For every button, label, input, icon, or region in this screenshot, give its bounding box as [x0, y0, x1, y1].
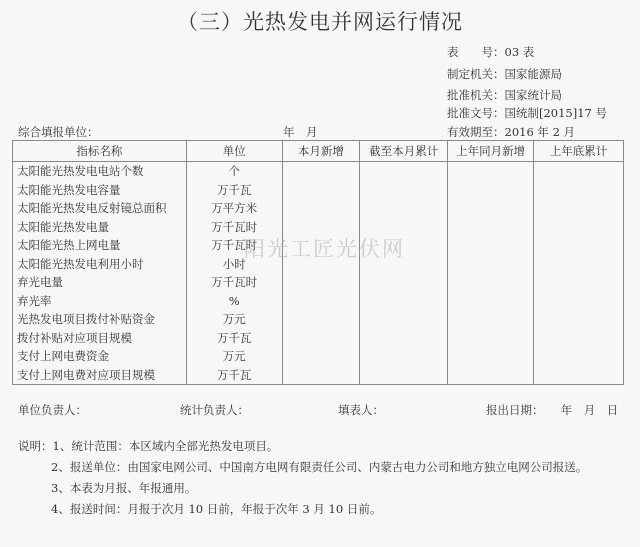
- header-last-year-end-cumulative: 上年底累计: [534, 141, 624, 162]
- indicator-unit: 小时: [186, 255, 282, 274]
- cell-empty: [448, 329, 534, 348]
- indicator-name: 弃光电量: [13, 273, 187, 292]
- stat-head-label: 统计负责人：: [180, 403, 249, 417]
- header-indicator: 指标名称: [13, 141, 187, 162]
- header-last-year-month-new: 上年同月新增: [448, 141, 534, 162]
- indicator-name: 太阳能光热发电利用小时: [13, 255, 187, 274]
- table-row: [13, 347, 624, 366]
- cell-empty: [448, 347, 534, 366]
- note-2: 2、报送单位：由国家电网公司、中国南方电网有限责任公司、内蒙古电力公司和地方独立电网公司报送。: [51, 460, 588, 474]
- note-4: 4、报送时间：月报于次月 10 日前，年报于次年 3 月 10 日前。: [51, 502, 382, 516]
- issuing-authority: 制定机关：国家能源局: [447, 67, 562, 81]
- cell-empty: [282, 199, 360, 218]
- cell-empty: [534, 181, 624, 200]
- indicator-unit: 个: [186, 162, 282, 181]
- indicator-unit: 万千瓦: [186, 329, 282, 348]
- unit-head-label: 单位负责人：: [18, 403, 87, 417]
- table-row: [13, 199, 624, 218]
- indicator-name: 太阳能光热发电容量: [13, 181, 187, 200]
- filler-label: 填表人：: [338, 403, 384, 417]
- cell-empty: [360, 310, 448, 329]
- cell-empty: [448, 310, 534, 329]
- cell-empty: [534, 329, 624, 348]
- table-header-row: [13, 141, 624, 162]
- cell-empty: [360, 181, 448, 200]
- cell-empty: [448, 292, 534, 311]
- table-row: [13, 366, 624, 385]
- header-unit: 单位: [186, 141, 282, 162]
- header-month-new: 本月新增: [282, 141, 360, 162]
- table-row: [13, 162, 624, 181]
- year-month-label: 年 月: [283, 125, 318, 139]
- report-date-label: 报出日期： 年 月 日: [486, 403, 619, 417]
- cell-empty: [448, 162, 534, 181]
- cell-empty: [360, 329, 448, 348]
- watermark: 阳光工匠光伏网: [244, 237, 405, 261]
- reporting-unit-label: 综合填报单位：: [18, 125, 99, 139]
- cell-empty: [360, 162, 448, 181]
- cell-empty: [534, 236, 624, 255]
- cell-empty: [360, 292, 448, 311]
- cell-empty: [448, 199, 534, 218]
- cell-empty: [534, 218, 624, 237]
- cell-empty: [534, 366, 624, 385]
- cell-empty: [360, 366, 448, 385]
- cell-empty: [448, 366, 534, 385]
- indicator-name: 太阳能光热发电电站个数: [13, 162, 187, 181]
- cell-empty: [534, 255, 624, 274]
- table-row: [13, 329, 624, 348]
- cell-empty: [448, 181, 534, 200]
- cell-empty: [448, 255, 534, 274]
- indicator-name: 太阳能光热发电量: [13, 218, 187, 237]
- cell-empty: [534, 347, 624, 366]
- cell-empty: [448, 218, 534, 237]
- cell-empty: [282, 310, 360, 329]
- indicator-unit: 万千瓦时: [186, 236, 282, 255]
- cell-empty: [534, 310, 624, 329]
- indicator-unit: 万千瓦时: [186, 218, 282, 237]
- cell-empty: [448, 236, 534, 255]
- indicator-name: 弃光率: [13, 292, 187, 311]
- indicator-name: 光热发电项目拨付补贴资金: [13, 310, 187, 329]
- indicator-unit: %: [186, 292, 282, 311]
- indicator-unit: 万千瓦: [186, 181, 282, 200]
- table-number: 表 号：03 表: [447, 45, 535, 59]
- page-title: （三）光热发电并网运行情况: [177, 10, 463, 34]
- table-row: [13, 181, 624, 200]
- table-row: [13, 273, 624, 292]
- header-cumulative: 截至本月累计: [360, 141, 448, 162]
- indicator-unit: 万千瓦时: [186, 273, 282, 292]
- indicator-name: 太阳能光热发电反射镜总面积: [13, 199, 187, 218]
- cell-empty: [282, 329, 360, 348]
- cell-empty: [282, 347, 360, 366]
- indicator-name: 支付上网电费对应项目规模: [13, 366, 187, 385]
- table-row: [13, 292, 624, 311]
- approving-authority: 批准机关：国家统计局: [447, 88, 562, 102]
- note-1: 说明：1、统计范围：本区域内全部光热发电项目。: [18, 439, 279, 453]
- cell-empty: [282, 181, 360, 200]
- indicator-unit: 万元: [186, 347, 282, 366]
- cell-empty: [282, 366, 360, 385]
- note-3: 3、本表为月报、年报通用。: [51, 481, 197, 495]
- indicator-unit: 万千瓦: [186, 366, 282, 385]
- notes: [18, 438, 587, 522]
- indicator-name: 太阳能光热上网电量: [13, 236, 187, 255]
- cell-empty: [360, 199, 448, 218]
- approval-number: 批准文号：国统制[2015]17 号: [447, 106, 608, 120]
- indicator-unit: 万平方米: [186, 199, 282, 218]
- indicator-name: 拨付补贴对应项目规模: [13, 329, 187, 348]
- table-row: [13, 310, 624, 329]
- valid-until: 有效期至：2016 年 2 月: [447, 125, 576, 139]
- cell-empty: [282, 273, 360, 292]
- cell-empty: [282, 292, 360, 311]
- cell-empty: [534, 199, 624, 218]
- cell-empty: [360, 273, 448, 292]
- cell-empty: [448, 273, 534, 292]
- cell-empty: [282, 162, 360, 181]
- cell-empty: [534, 273, 624, 292]
- indicator-unit: 万元: [186, 310, 282, 329]
- cell-empty: [360, 347, 448, 366]
- cell-empty: [534, 292, 624, 311]
- cell-empty: [534, 162, 624, 181]
- indicator-name: 支付上网电费资金: [13, 347, 187, 366]
